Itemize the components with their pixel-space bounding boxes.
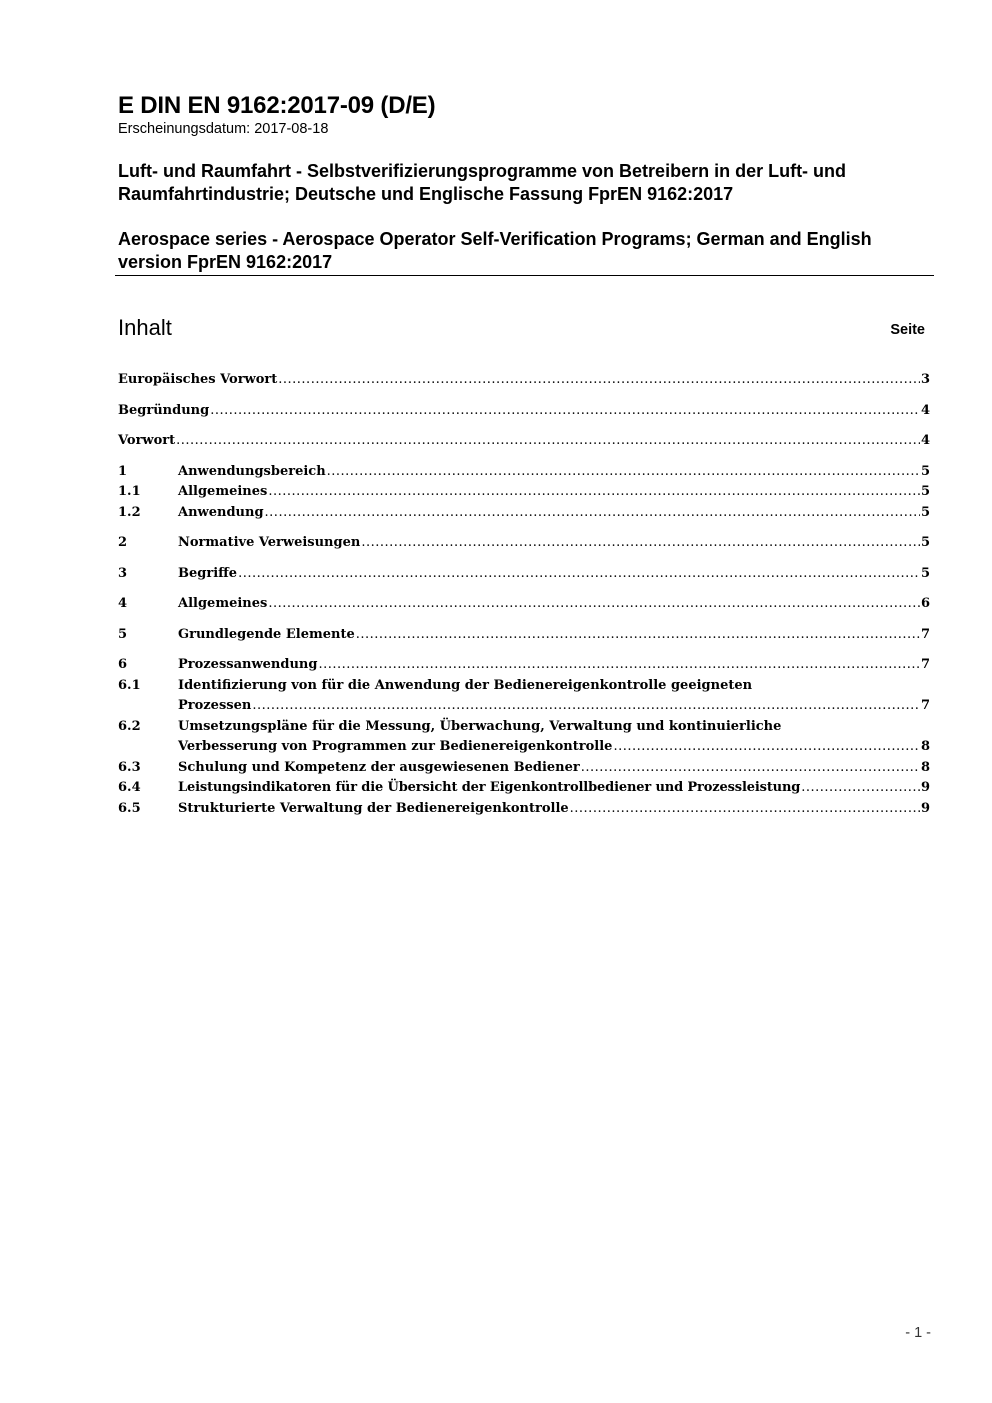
toc-entry-page: 5 (920, 504, 930, 520)
toc-entry-page: 7 (920, 657, 930, 672)
toc-entry[interactable] (118, 462, 930, 483)
toc-entry-title-line1: Umsetzungspläne für die Messung, Überwachung, Verwaltung und kontinuierliche (178, 718, 782, 734)
title-english: Aerospace series - Aerospace Operator Self-Verification Programs; German and English version FprEN 9162:2017 (118, 229, 872, 272)
toc-entry[interactable] (118, 370, 930, 391)
toc-entry-page: 9 (920, 800, 930, 816)
toc-entry-title: Begriffe (178, 565, 238, 581)
toc-leader (581, 758, 920, 779)
toc-entry-title: Anwendung (178, 504, 264, 520)
toc-entry[interactable] (118, 431, 930, 452)
publication-date: Erscheinungsdatum: 2017-08-18 (118, 121, 329, 137)
toc-entry-title: Normative Verweisungen (178, 535, 361, 550)
toc-entry-page: 4 (920, 433, 930, 448)
toc-entry-title: Europäisches Vorwort (118, 372, 278, 387)
toc-entry[interactable] (118, 564, 930, 585)
toc-entry-title-line1: Identifizierung von für die Anwendung der Bedienereigenkontrolle geeigneten (178, 677, 753, 693)
page-number: - 1 - (905, 1325, 931, 1341)
toc-leader (801, 778, 920, 799)
toc-entry-page: 8 (920, 739, 930, 754)
toc-entry[interactable] (118, 717, 930, 758)
toc-entry-number: 6.4 (118, 780, 141, 795)
toc-leader (176, 431, 920, 452)
toc-entry-page: 6 (920, 596, 930, 611)
toc-entry-title: Strukturierte Verwaltung der Bedienereigenkontrolle (178, 800, 569, 816)
toc-leader (318, 655, 919, 676)
toc-leader (327, 462, 920, 483)
toc-entry-page: 3 (920, 372, 930, 387)
header-divider (115, 275, 934, 276)
toc-entry-number: 6 (118, 657, 128, 672)
toc-entry-number: 6.2 (118, 718, 141, 734)
toc-leader (252, 696, 920, 717)
document-header (118, 92, 934, 274)
toc-leader (278, 370, 920, 391)
toc-entry[interactable] (118, 625, 930, 646)
toc-entry-title: Grundlegende Elemente (178, 626, 355, 642)
toc-page-label: Seite (890, 322, 925, 338)
toc-entry[interactable] (118, 676, 930, 717)
toc-entry-number: 3 (118, 565, 128, 581)
toc-entry-title: Verbesserung von Programmen zur Bedienereigenkontrolle (178, 739, 613, 754)
toc-entry[interactable] (118, 533, 930, 554)
toc-entry[interactable] (118, 758, 930, 779)
toc-leader (613, 737, 920, 758)
toc-entry-number: 2 (118, 535, 128, 550)
toc-entry[interactable] (118, 799, 930, 820)
toc-heading: Inhalt (118, 315, 172, 340)
toc-entry-number: 4 (118, 596, 128, 611)
toc-entry[interactable] (118, 482, 930, 503)
toc-entry-page: 4 (920, 402, 930, 418)
toc-entry[interactable] (118, 594, 930, 615)
toc-entry-page: 7 (920, 626, 930, 642)
toc-entry-page: 8 (920, 759, 930, 775)
document-id: E DIN EN 9162:2017-09 (D/E) (118, 92, 436, 119)
toc-entry-number: 1 (118, 463, 128, 479)
table-of-contents (118, 370, 930, 819)
toc-entry-number: 6.1 (118, 677, 141, 693)
toc-entry-title: Vorwort (118, 433, 176, 448)
toc-entry-title: Allgemeines (178, 484, 268, 499)
toc-leader (210, 401, 920, 422)
toc-leader (356, 625, 920, 646)
toc-leader (361, 533, 920, 554)
toc-entry-title: Begründung (118, 402, 210, 418)
toc-leader (570, 799, 920, 820)
toc-entry[interactable] (118, 655, 930, 676)
toc-leader (238, 564, 920, 585)
toc-entry-title: Leistungsindikatoren für die Übersicht der Eigenkontrollbediener und Prozessleistung (178, 780, 801, 795)
toc-entry-page: 5 (920, 535, 930, 550)
toc-entry-number: 6.3 (118, 759, 141, 775)
toc-entry-number: 5 (118, 626, 128, 642)
toc-entry-page: 9 (920, 780, 930, 795)
toc-entry[interactable] (118, 503, 930, 524)
toc-leader (268, 594, 920, 615)
toc-entry-title: Prozessanwendung (178, 657, 318, 672)
toc-entry-title: Anwendungsbereich (178, 463, 326, 479)
toc-leader (268, 482, 920, 503)
toc-leader (265, 503, 920, 524)
toc-entry[interactable] (118, 778, 930, 799)
toc-entry-title: Allgemeines (178, 596, 268, 611)
toc-entry-page: 5 (920, 565, 930, 581)
toc-entry-title: Prozessen (178, 698, 252, 713)
toc-entry-number: 1.2 (118, 504, 141, 520)
toc-entry-title: Schulung und Kompetenz der ausgewiesenen Bediener (178, 759, 580, 775)
toc-entry-number: 6.5 (118, 800, 141, 816)
toc-entry-number: 1.1 (118, 484, 141, 499)
title-german: Luft- und Raumfahrt - Selbstverifizierungsprogramme von Betreibern in der Luft- und Raumfahrtindustrie; Deutsche und Englische Fassung FprEN 9162:2017 (118, 161, 847, 204)
toc-entry-page: 7 (920, 698, 930, 713)
toc-entry[interactable] (118, 401, 930, 422)
toc-entry-page: 5 (920, 463, 930, 479)
toc-entry-page: 5 (920, 484, 930, 499)
